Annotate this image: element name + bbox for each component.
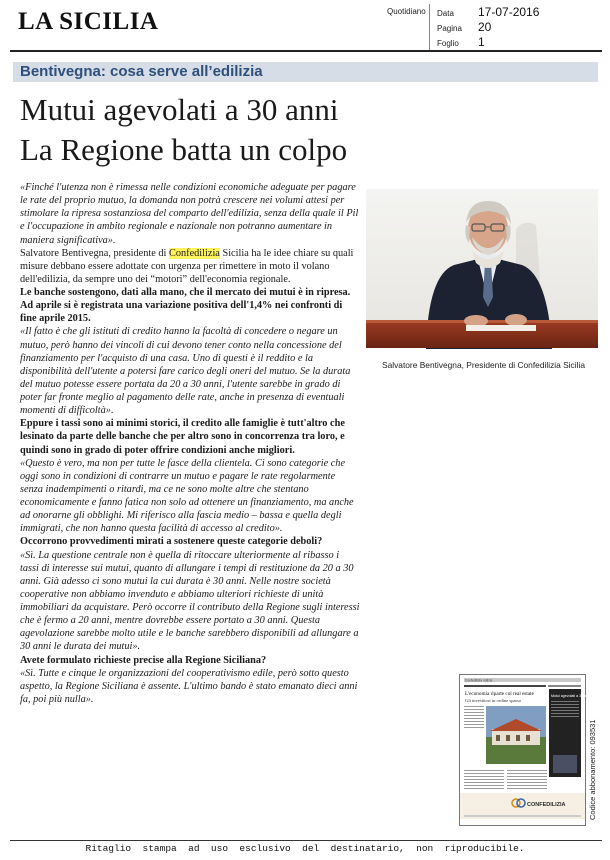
kicker: Bentivegna: cosa serve all’edilizia	[20, 63, 263, 80]
article-body	[20, 181, 360, 706]
page-thumbnail	[459, 674, 591, 826]
thumbnail-masthead: Confedilizia notizie	[465, 678, 493, 683]
thumbnail-subhead: Gli investitori in ordine sparso	[465, 698, 522, 703]
date-value: 17-07-2016	[478, 5, 540, 19]
thumbnail-logo-text: CONFEDILIZIA	[527, 802, 566, 808]
publication-type: Quotidiano	[387, 7, 426, 16]
confedilizia-highlight: Confedilizia	[168, 247, 220, 259]
page-value: 20	[478, 20, 492, 34]
footer-notice: Ritaglio stampa ad uso esclusivo del destinatario, non riproducibile.	[85, 843, 525, 854]
answer-3: «Sì. La questione centrale non è quella di ritoccare ulteriormente al ribasso i tassi di interesse sui mutui, quanto di allungare i tempi di restituzione da 20 a 30 anni. Già adesso ci sono mutui la cui durata è 30 anni. Nelle nostre società cooperative non abbiamo invenduto e abbiamo ulteriori richieste di unità immobiliari da acquistare. Però occorre il contributo della Regione sugli interessi che è fermo a 20 anni, mentre dovrebbe essere portato a 30 anni. Questa agevolazione sarebbe molto utile e le banche sarebbero disponibili ad allungare a 30 anni le durata dei mutui».	[20, 549, 360, 653]
masthead: LA SICILIA	[18, 8, 159, 35]
header-rule	[10, 50, 602, 52]
question-3: Occorrono provvedimenti mirati a sostenere queste categorie deboli?	[20, 536, 323, 548]
answer-1: «Il fatto è che gli istituti di credito hanno la facoltà di concedere o negare un mutuo, però hanno dei vincoli di cui devono tener conto nella concessione del finanziamento per l'acquisto di una casa. Uno di questi è il reddito e la disponibilità dell'utente a potersi fare carico degli oneri del mutuo. Se la durata del mutuo potesse essere portata da 20 a 30 anni, l'utente sarebbe in grado di poter far fronte meglio al pagamento delle rate, anche in presenza di eventuali momenti di difficoltà».	[20, 326, 351, 417]
paragraph-quote-1: «Finché l'utenza non è rimessa nelle condizioni economiche adeguate per pagare le rate del proprio mutuo, la domanda non potrà crescere nei volumi attesi per stimolare la ripresa sostanziosa del comparto dell'edilizia, senza della quale il Pil e l'occupazione in ambito regionale e nazionale non potranno aumentare in maniera significativa».	[20, 182, 359, 246]
question-4: Avete formulato richieste precise alla Regione Siciliana?	[20, 654, 267, 666]
question-1: Le banche sostengono, dati alla mano, che il mercato dei mutui è in ripresa. Ad aprile si è registrata una variazione positiva dell'1,4% nei confronti di fine aprile 2015.	[20, 287, 351, 325]
paragraph-intro	[20, 247, 360, 286]
subscription-code	[586, 692, 600, 822]
thumbnail-graphic	[460, 675, 591, 825]
thumbnail-side-headline: Mutui agevolati a 30 anni	[551, 694, 591, 698]
subscription-code-text: Codice abbonamento: 093531	[588, 719, 597, 820]
intro-text-a: Salvatore Bentivegna, presidente di	[20, 247, 169, 259]
headline-line-1: Mutui agevolati a 30 anni	[20, 92, 339, 127]
header-divider	[429, 4, 430, 50]
answer-2: «Questo è vero, ma non per tutte le fasce della clientela. Ci sono categorie che oggi sono in condizioni di contrarre un mutuo e pagare le rate regolarmente senza inadempimenti o ritardi, ma ce ne sono molte altre che stentano economicamente e fanno fatica non solo ad ottenere un finanziamento, ma anche ad onorarne gli obblighi. Mi riferisco alla fascia medio – bassa e quella degli immigrati, che non hanno questa facilità di accesso al credito».	[20, 457, 354, 535]
page-label: Pagina	[437, 24, 462, 33]
headline-line-2: La Regione batta un colpo	[20, 132, 348, 167]
answer-4: «Sì. Tutte e cinque le organizzazioni del cooperativismo edile, però sotto questo aspetto, la Regione Siciliana è assente. L'ultimo bando è stato emanato dieci anni fa, poi più nulla».	[20, 667, 358, 705]
intro-text-b: Sicilia ha le idee chiare su quali misure debbano essere adottate con urgenza per rimettere in moto il volano dell'edilizia, da sempre uno dei “motori” dell'economia regionale.	[20, 247, 354, 285]
photo-caption: Salvatore Bentivegna, Presidente di Confedilizia Sicilia	[382, 360, 585, 370]
date-label: Data	[437, 9, 454, 18]
sheet-value: 1	[478, 35, 485, 49]
question-2: Eppure i tassi sono ai minimi storici, il credito alle famiglie è tutt'altro che lesinato da parte delle banche che per altro sono in concorrenza tra loro, e quindi sono in grado di poter offrire condizioni anche migliori.	[20, 418, 345, 456]
sheet-label: Foglio	[437, 39, 459, 48]
thumbnail-headline: L'economia riparte col real estate	[465, 691, 534, 697]
portrait-photo	[366, 189, 598, 348]
footer-rule	[10, 840, 602, 841]
